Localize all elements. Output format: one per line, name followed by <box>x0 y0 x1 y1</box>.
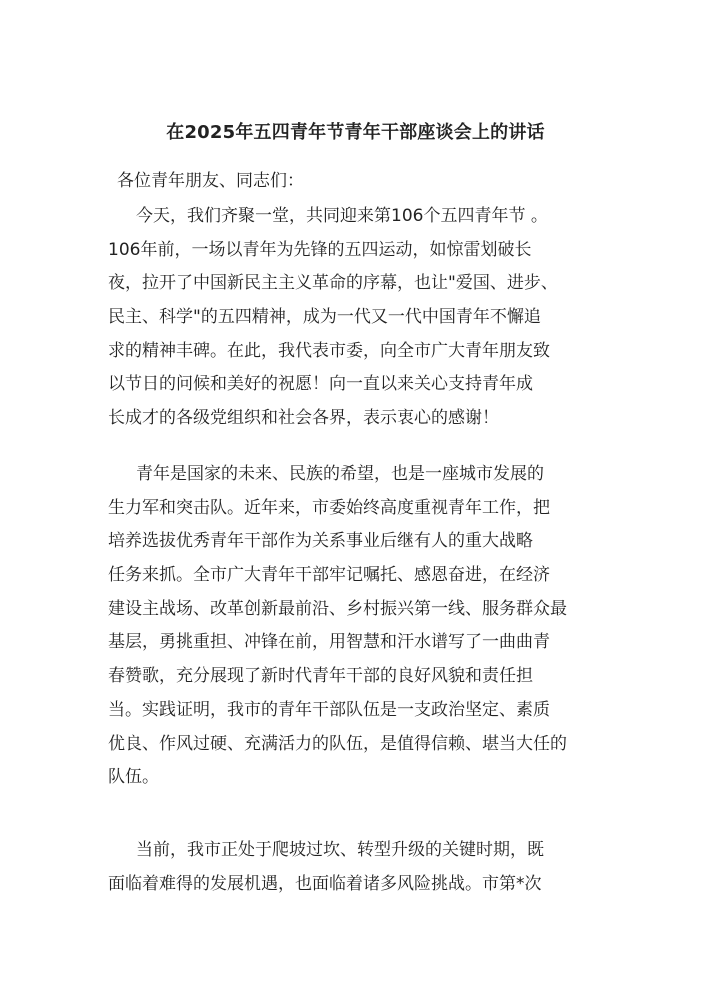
text-line: 生力军和突击队。近年来，市委始终高度重视青年工作，把 <box>108 497 550 518</box>
text-line: 建设主战场、改革创新最前沿、乡村振兴第一线、服务群众最 <box>108 598 567 619</box>
text-line: 以节日的问候和美好的祝愿！向一直以来关心支持青年成 <box>108 374 533 395</box>
text-line: 长成才的各级党组织和社会各界，表示衷心的感谢！ <box>108 408 499 429</box>
text-line: 青年是国家的未来、民族的希望，也是一座城市发展的 <box>136 464 544 484</box>
text-line: 任务来抓。全市广大青年干部牢记嘱托、感恩奋进，在经济 <box>108 565 550 586</box>
text-line: 培养选拔优秀青年干部作为关系事业后继有人的重大战略 <box>108 531 533 552</box>
text-line: 当。实践证明，我市的青年干部队伍是一支政治坚定、素质 <box>108 699 550 720</box>
text-line: 基层，勇挑重担、冲锋在前，用智慧和汗水谱写了一曲曲青 <box>108 632 550 653</box>
text-line: 106年前，一场以青年为先锋的五四运动，如惊雷划破长 <box>108 239 532 260</box>
text-line: 今天，我们齐聚一堂，共同迎来第106个五四青年节 。 <box>136 206 548 226</box>
text-line: 当前，我市正处于爬坡过坎、转型升级的关键时期，既 <box>136 840 544 860</box>
paragraph-3 <box>108 834 608 901</box>
text-line: 面临着难得的发展机遇，也面临着诸多风险挑战。市第*次 <box>108 873 542 894</box>
document-title: 在2025年五四青年节青年干部座谈会上的讲话 <box>166 122 545 143</box>
text-line: 民主、科学"的五四精神，成为一代又一代中国青年不懈追 <box>108 307 541 328</box>
paragraph-1 <box>108 200 608 436</box>
text-line: 春赞歌，充分展现了新时代青年干部的良好风貌和责任担 <box>108 666 533 687</box>
paragraph-2 <box>108 458 608 795</box>
text-line: 求的精神丰碑。在此，我代表市委，向全市广大青年朋友致 <box>108 340 550 361</box>
text-line: 优良、作风过硬、充满活力的队伍，是值得信赖、堪当大任的 <box>108 733 567 754</box>
salutation: 各位青年朋友、同志们： <box>117 171 304 191</box>
text-line: 夜，拉开了中国新民主主义革命的序幕，也让"爱国、进步、 <box>108 273 558 294</box>
text-line: 队伍。 <box>108 767 159 788</box>
